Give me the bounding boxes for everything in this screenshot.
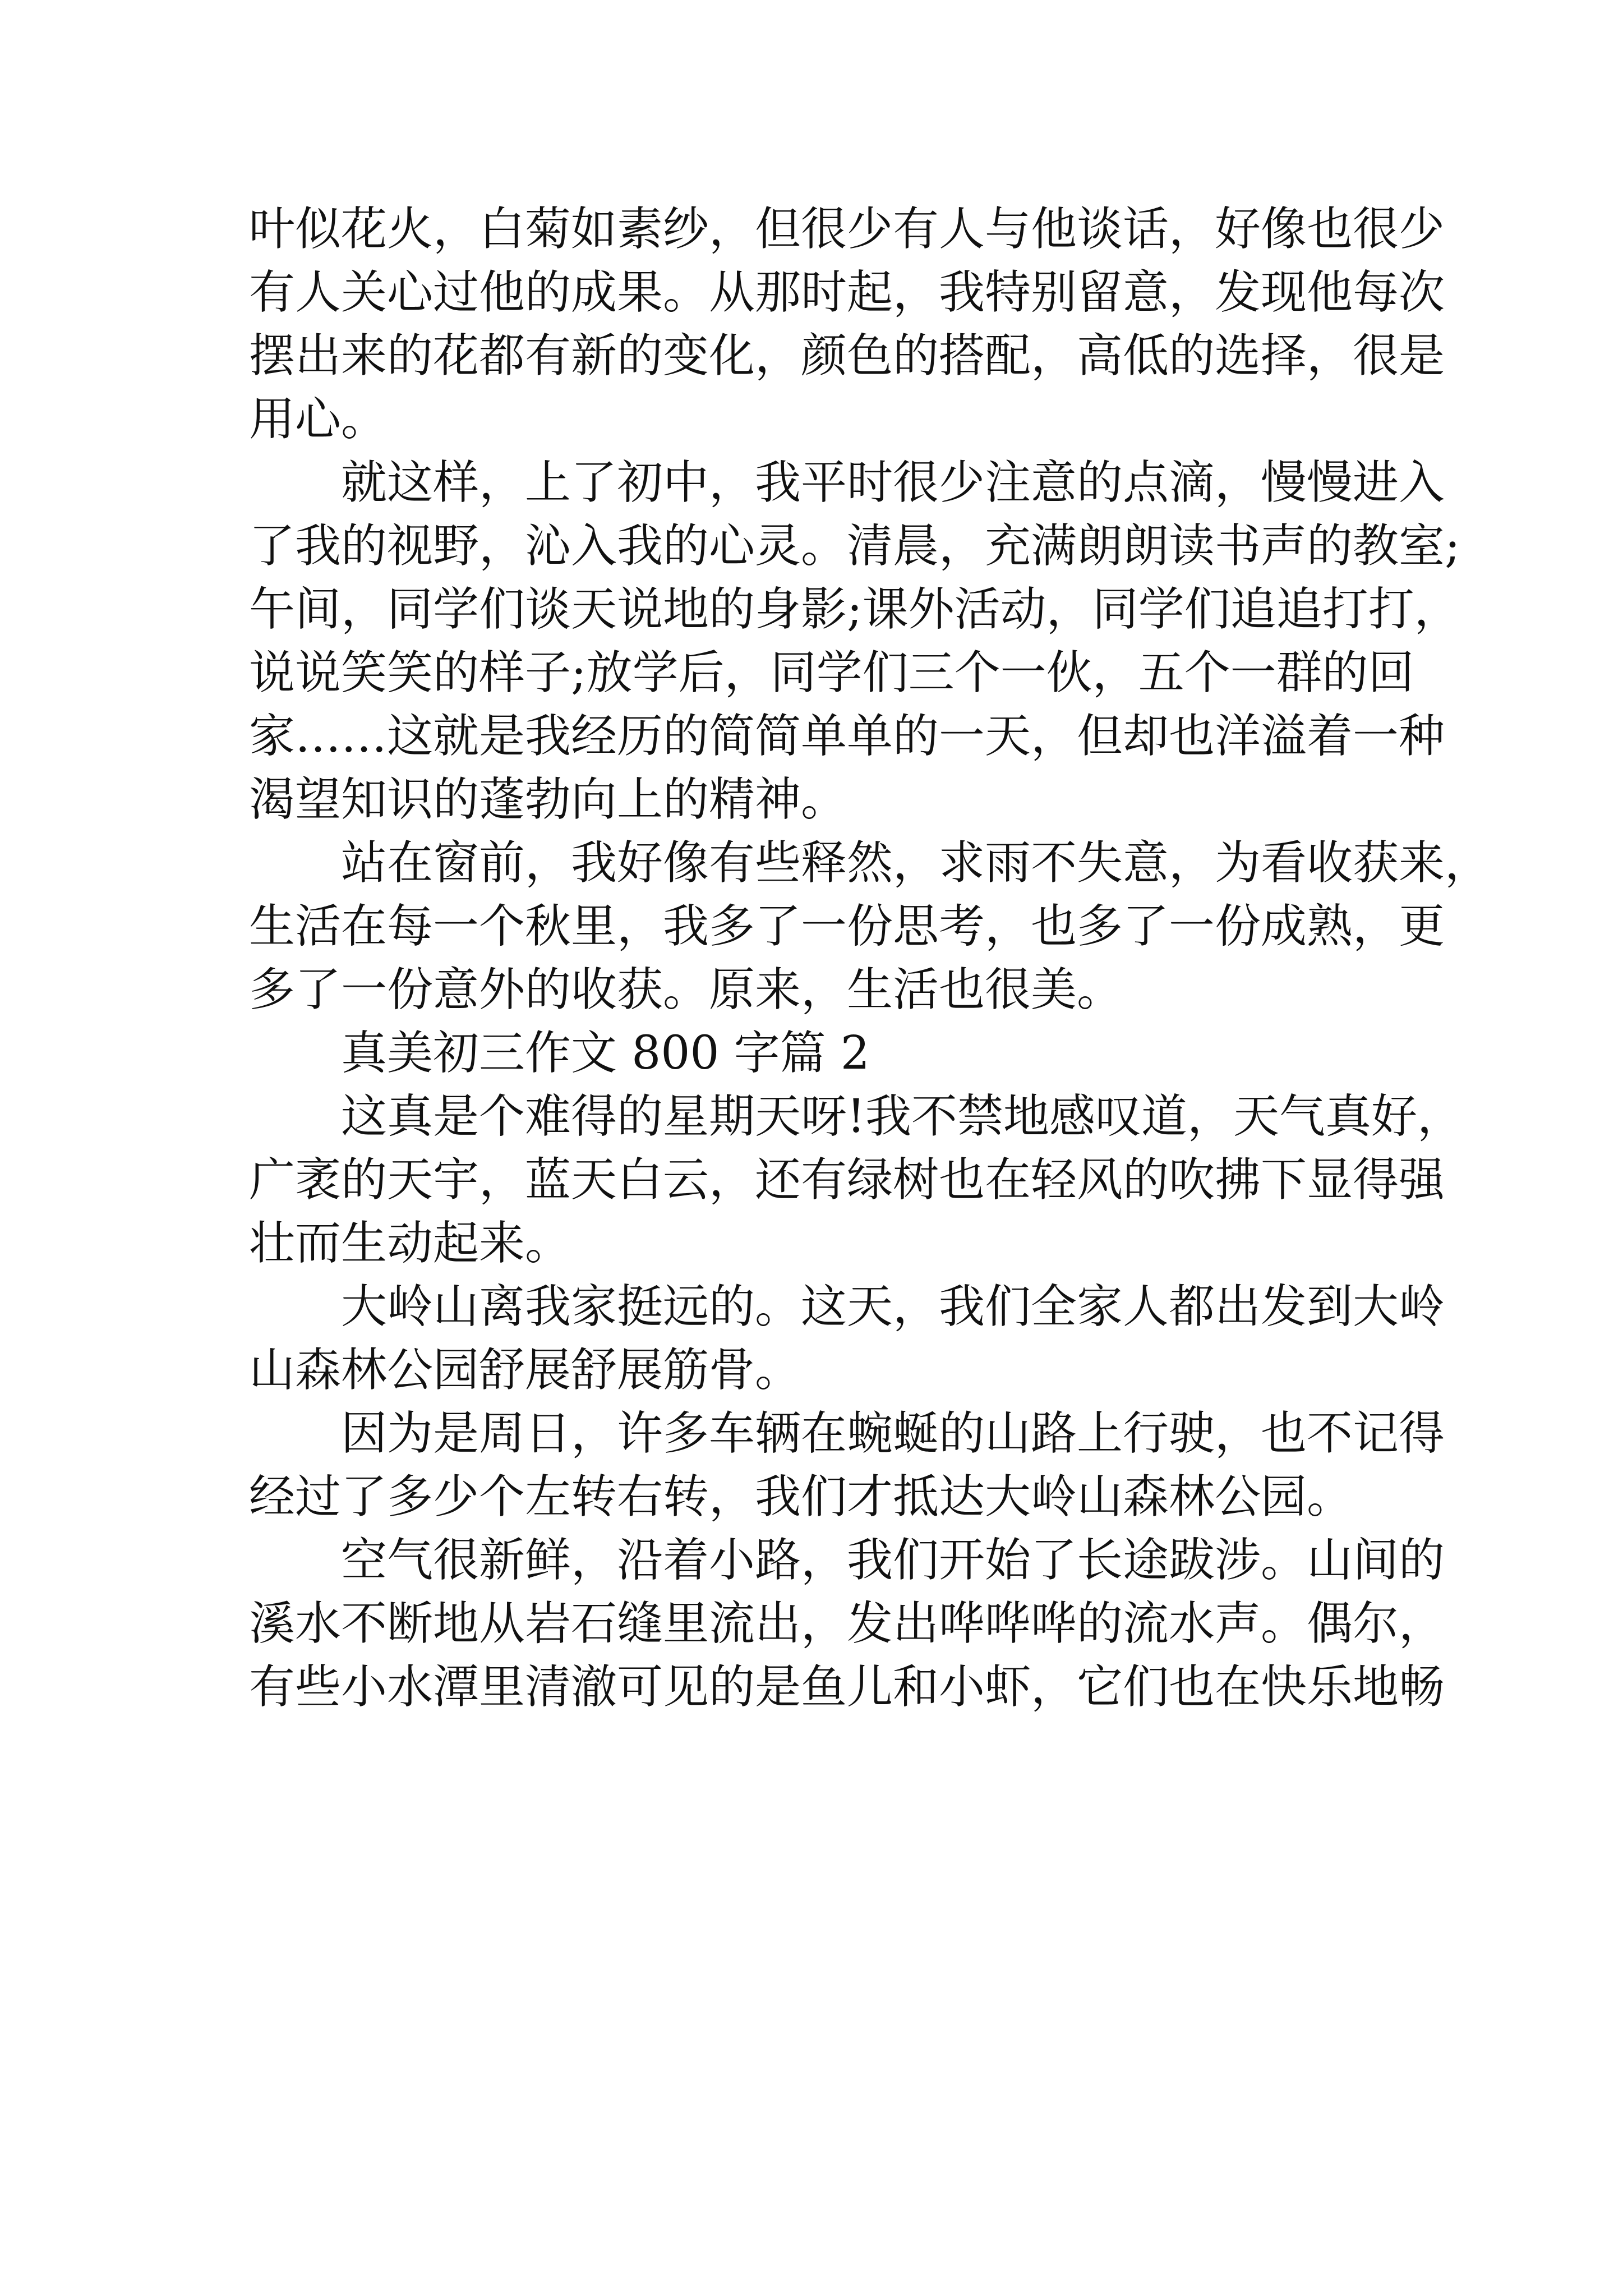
text-line: 山森林公园舒展舒展筋骨。 (249, 1343, 801, 1397)
text-line: 了我的视野，沁入我的心灵。清晨，充满朗朗读书声的教室; (249, 519, 1460, 573)
text-line: 有些小水潭里清澈可见的是鱼儿和小虾，它们也在快乐地畅 (249, 1660, 1445, 1714)
paragraph-first-line: 这真是个难得的星期天呀!我不禁地感叹道，天气真好， (341, 1090, 1463, 1143)
body-text (249, 197, 1491, 1719)
text-line: 叶似花火，白菊如素纱，但很少有人与他谈话，好像也很少 (249, 203, 1445, 256)
text-line: 家……这就是我经历的简简单单的一天，但却也洋溢着一种 (249, 710, 1445, 763)
paragraph-first-line: 大岭山离我家挺远的。这天，我们全家人都出发到大岭 (341, 1280, 1445, 1333)
text-line: 生活在每一个秋里，我多了一份思考，也多了一份成熟，更 (249, 900, 1445, 953)
text-line: 有人关心过他的成果。从那时起，我特别留意，发现他每次 (249, 266, 1445, 319)
text-line: 摆出来的花都有新的变化，颜色的搭配，高低的选择，很是 (249, 329, 1445, 383)
text-line: 午间，同学们谈天说地的身影;课外活动，同学们追追打打， (249, 583, 1460, 636)
paragraph-first-line: 就这样，上了初中，我平时很少注意的点滴，慢慢进入 (341, 456, 1445, 509)
section-heading: 真美初三作文 800 字篇 2 (341, 1027, 870, 1080)
text-line: 用心。 (249, 393, 388, 446)
paragraph-first-line: 站在窗前，我好像有些释然，求雨不失意，为看收获来， (341, 836, 1491, 890)
text-line: 广袤的天宇，蓝天白云，还有绿树也在轻风的吹拂下显得强 (249, 1153, 1445, 1207)
text-line: 经过了多少个左转右转，我们才抵达大岭山森林公园。 (249, 1470, 1353, 1524)
paragraph-first-line: 空气很新鲜，沿着小路，我们开始了长途跋涉。山间的 (341, 1534, 1445, 1587)
text-line: 说说笑笑的样子;放学后，同学们三个一伙，五个一群的回 (249, 646, 1414, 700)
text-line: 溪水不断地从岩石缝里流出，发出哗哗哗的流水声。偶尔， (249, 1597, 1445, 1650)
text-line: 渴望知识的蓬勃向上的精神。 (249, 773, 847, 826)
paragraph-first-line: 因为是周日，许多车辆在蜿蜒的山路上行驶，也不记得 (341, 1407, 1445, 1460)
text-line: 多了一份意外的收获。原来，生活也很美。 (249, 963, 1123, 1016)
text-line: 壮而生动起来。 (249, 1217, 571, 1270)
